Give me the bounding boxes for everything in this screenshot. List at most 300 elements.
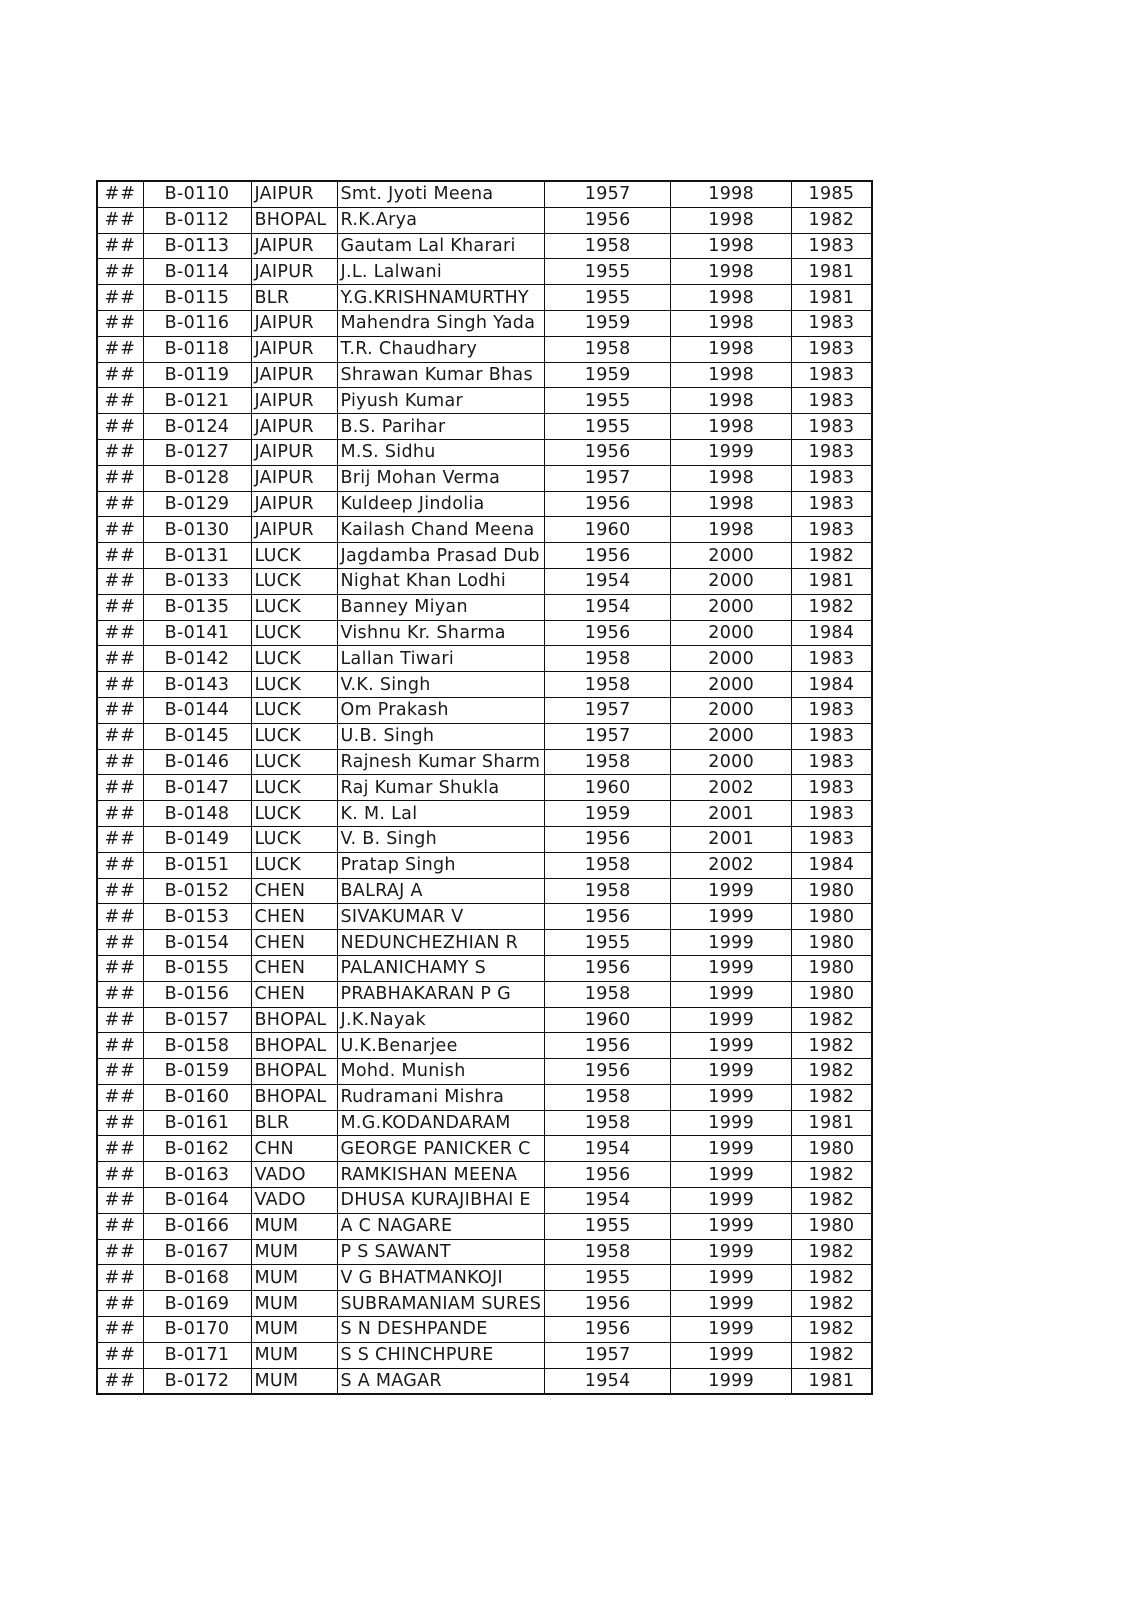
code-cell: B-0158 xyxy=(143,1033,251,1059)
table-row xyxy=(97,723,872,749)
code-cell: B-0163 xyxy=(143,1162,251,1188)
table-row xyxy=(97,1239,872,1265)
year-cell-1: 1954 xyxy=(545,1368,671,1394)
year-cell-3: 1981 xyxy=(792,285,872,311)
code-cell: B-0141 xyxy=(143,620,251,646)
name-cell: Om Prakash xyxy=(337,697,545,723)
code-cell: B-0151 xyxy=(143,852,251,878)
year-cell-1: 1958 xyxy=(545,336,671,362)
name-cell: SUBRAMANIAM SURES xyxy=(337,1291,545,1317)
city-cell: MUM xyxy=(251,1342,337,1368)
name-cell: J.K.Nayak xyxy=(337,1007,545,1033)
name-cell: S A MAGAR xyxy=(337,1368,545,1394)
name-cell: PALANICHAMY S xyxy=(337,955,545,981)
year-cell-1: 1958 xyxy=(545,981,671,1007)
year-cell-2: 2000 xyxy=(671,646,792,672)
code-cell: B-0154 xyxy=(143,930,251,956)
year-cell-2: 1998 xyxy=(671,336,792,362)
row-marker-cell: ## xyxy=(97,955,143,981)
row-marker-cell: ## xyxy=(97,1342,143,1368)
name-cell: Gautam Lal Kharari xyxy=(337,233,545,259)
city-cell: JAIPUR xyxy=(251,310,337,336)
year-cell-3: 1980 xyxy=(792,1213,872,1239)
table-row xyxy=(97,336,872,362)
year-cell-2: 1999 xyxy=(671,1136,792,1162)
row-marker-cell: ## xyxy=(97,646,143,672)
row-marker-cell: ## xyxy=(97,285,143,311)
year-cell-1: 1959 xyxy=(545,801,671,827)
table-row xyxy=(97,388,872,414)
row-marker-cell: ## xyxy=(97,362,143,388)
year-cell-3: 1983 xyxy=(792,439,872,465)
year-cell-1: 1956 xyxy=(545,620,671,646)
city-cell: CHEN xyxy=(251,955,337,981)
year-cell-3: 1983 xyxy=(792,388,872,414)
city-cell: LUCK xyxy=(251,568,337,594)
name-cell: M.S. Sidhu xyxy=(337,439,545,465)
table-row xyxy=(97,1007,872,1033)
row-marker-cell: ## xyxy=(97,1059,143,1085)
row-marker-cell: ## xyxy=(97,543,143,569)
row-marker-cell: ## xyxy=(97,1368,143,1394)
year-cell-1: 1956 xyxy=(545,1033,671,1059)
year-cell-3: 1982 xyxy=(792,207,872,233)
year-cell-3: 1985 xyxy=(792,181,872,207)
row-marker-cell: ## xyxy=(97,1084,143,1110)
row-marker-cell: ## xyxy=(97,491,143,517)
name-cell: A C NAGARE xyxy=(337,1213,545,1239)
table-row xyxy=(97,1059,872,1085)
table-row xyxy=(97,1368,872,1394)
name-cell: Vishnu Kr. Sharma xyxy=(337,620,545,646)
year-cell-3: 1983 xyxy=(792,801,872,827)
year-cell-3: 1981 xyxy=(792,1368,872,1394)
city-cell: JAIPUR xyxy=(251,362,337,388)
code-cell: B-0121 xyxy=(143,388,251,414)
city-cell: JAIPUR xyxy=(251,517,337,543)
year-cell-3: 1980 xyxy=(792,981,872,1007)
name-cell: Mohd. Munish xyxy=(337,1059,545,1085)
name-cell: V G BHATMANKOJI xyxy=(337,1265,545,1291)
year-cell-1: 1955 xyxy=(545,414,671,440)
code-cell: B-0166 xyxy=(143,1213,251,1239)
year-cell-3: 1980 xyxy=(792,904,872,930)
year-cell-2: 1998 xyxy=(671,207,792,233)
code-cell: B-0115 xyxy=(143,285,251,311)
row-marker-cell: ## xyxy=(97,1317,143,1343)
city-cell: JAIPUR xyxy=(251,465,337,491)
year-cell-2: 2001 xyxy=(671,826,792,852)
name-cell: T.R. Chaudhary xyxy=(337,336,545,362)
row-marker-cell: ## xyxy=(97,826,143,852)
row-marker-cell: ## xyxy=(97,930,143,956)
name-cell: B.S. Parihar xyxy=(337,414,545,440)
year-cell-3: 1982 xyxy=(792,594,872,620)
year-cell-2: 1998 xyxy=(671,362,792,388)
year-cell-1: 1956 xyxy=(545,1317,671,1343)
name-cell: Nighat Khan Lodhi xyxy=(337,568,545,594)
code-cell: B-0129 xyxy=(143,491,251,517)
code-cell: B-0116 xyxy=(143,310,251,336)
row-marker-cell: ## xyxy=(97,749,143,775)
year-cell-2: 1999 xyxy=(671,1317,792,1343)
city-cell: CHN xyxy=(251,1136,337,1162)
row-marker-cell: ## xyxy=(97,1213,143,1239)
code-cell: B-0113 xyxy=(143,233,251,259)
year-cell-1: 1956 xyxy=(545,826,671,852)
year-cell-3: 1980 xyxy=(792,878,872,904)
row-marker-cell: ## xyxy=(97,594,143,620)
year-cell-3: 1982 xyxy=(792,1188,872,1214)
year-cell-1: 1954 xyxy=(545,1136,671,1162)
year-cell-3: 1980 xyxy=(792,955,872,981)
code-cell: B-0114 xyxy=(143,259,251,285)
table-row xyxy=(97,697,872,723)
row-marker-cell: ## xyxy=(97,465,143,491)
year-cell-2: 1998 xyxy=(671,181,792,207)
year-cell-1: 1954 xyxy=(545,594,671,620)
city-cell: BHOPAL xyxy=(251,1084,337,1110)
table-row xyxy=(97,801,872,827)
year-cell-2: 2000 xyxy=(671,723,792,749)
year-cell-3: 1981 xyxy=(792,568,872,594)
table-row xyxy=(97,594,872,620)
year-cell-2: 2002 xyxy=(671,852,792,878)
year-cell-1: 1956 xyxy=(545,1291,671,1317)
row-marker-cell: ## xyxy=(97,439,143,465)
city-cell: LUCK xyxy=(251,594,337,620)
year-cell-1: 1955 xyxy=(545,285,671,311)
year-cell-2: 2000 xyxy=(671,568,792,594)
city-cell: JAIPUR xyxy=(251,181,337,207)
name-cell: Rajnesh Kumar Sharm xyxy=(337,749,545,775)
city-cell: LUCK xyxy=(251,697,337,723)
name-cell: PRABHAKARAN P G xyxy=(337,981,545,1007)
row-marker-cell: ## xyxy=(97,697,143,723)
name-cell: RAMKISHAN MEENA xyxy=(337,1162,545,1188)
table-body xyxy=(97,181,872,1394)
row-marker-cell: ## xyxy=(97,1265,143,1291)
year-cell-3: 1984 xyxy=(792,852,872,878)
year-cell-2: 1999 xyxy=(671,1059,792,1085)
code-cell: B-0142 xyxy=(143,646,251,672)
name-cell: Kailash Chand Meena xyxy=(337,517,545,543)
year-cell-1: 1959 xyxy=(545,362,671,388)
row-marker-cell: ## xyxy=(97,1110,143,1136)
row-marker-cell: ## xyxy=(97,414,143,440)
code-cell: B-0160 xyxy=(143,1084,251,1110)
city-cell: CHEN xyxy=(251,981,337,1007)
city-cell: BHOPAL xyxy=(251,1059,337,1085)
row-marker-cell: ## xyxy=(97,181,143,207)
table-row xyxy=(97,749,872,775)
year-cell-1: 1958 xyxy=(545,672,671,698)
name-cell: SIVAKUMAR V xyxy=(337,904,545,930)
year-cell-2: 2002 xyxy=(671,775,792,801)
city-cell: JAIPUR xyxy=(251,336,337,362)
year-cell-1: 1960 xyxy=(545,1007,671,1033)
year-cell-2: 1999 xyxy=(671,1084,792,1110)
year-cell-2: 2000 xyxy=(671,594,792,620)
year-cell-3: 1982 xyxy=(792,1317,872,1343)
table-row xyxy=(97,672,872,698)
name-cell: U.K.Benarjee xyxy=(337,1033,545,1059)
name-cell: Brij Mohan Verma xyxy=(337,465,545,491)
year-cell-3: 1982 xyxy=(792,543,872,569)
year-cell-1: 1955 xyxy=(545,388,671,414)
city-cell: JAIPUR xyxy=(251,259,337,285)
city-cell: BLR xyxy=(251,285,337,311)
year-cell-1: 1960 xyxy=(545,517,671,543)
code-cell: B-0145 xyxy=(143,723,251,749)
year-cell-3: 1983 xyxy=(792,517,872,543)
code-cell: B-0169 xyxy=(143,1291,251,1317)
code-cell: B-0162 xyxy=(143,1136,251,1162)
name-cell: K. M. Lal xyxy=(337,801,545,827)
table-row xyxy=(97,878,872,904)
code-cell: B-0124 xyxy=(143,414,251,440)
year-cell-2: 1999 xyxy=(671,930,792,956)
code-cell: B-0112 xyxy=(143,207,251,233)
row-marker-cell: ## xyxy=(97,723,143,749)
year-cell-2: 1999 xyxy=(671,1265,792,1291)
city-cell: VADO xyxy=(251,1162,337,1188)
name-cell: Smt. Jyoti Meena xyxy=(337,181,545,207)
city-cell: LUCK xyxy=(251,749,337,775)
row-marker-cell: ## xyxy=(97,336,143,362)
table-row xyxy=(97,310,872,336)
code-cell: B-0118 xyxy=(143,336,251,362)
city-cell: BHOPAL xyxy=(251,1007,337,1033)
city-cell: LUCK xyxy=(251,775,337,801)
table-row xyxy=(97,517,872,543)
year-cell-1: 1958 xyxy=(545,749,671,775)
table-row xyxy=(97,207,872,233)
year-cell-3: 1982 xyxy=(792,1239,872,1265)
city-cell: CHEN xyxy=(251,878,337,904)
year-cell-1: 1956 xyxy=(545,1059,671,1085)
year-cell-3: 1983 xyxy=(792,723,872,749)
city-cell: MUM xyxy=(251,1213,337,1239)
year-cell-3: 1983 xyxy=(792,362,872,388)
row-marker-cell: ## xyxy=(97,801,143,827)
table-row xyxy=(97,233,872,259)
table-row xyxy=(97,1136,872,1162)
year-cell-1: 1957 xyxy=(545,1342,671,1368)
year-cell-1: 1958 xyxy=(545,233,671,259)
table-row xyxy=(97,259,872,285)
name-cell: Raj Kumar Shukla xyxy=(337,775,545,801)
year-cell-1: 1957 xyxy=(545,697,671,723)
year-cell-3: 1983 xyxy=(792,310,872,336)
code-cell: B-0127 xyxy=(143,439,251,465)
table-row xyxy=(97,491,872,517)
table-row xyxy=(97,543,872,569)
table-row xyxy=(97,1162,872,1188)
table-row xyxy=(97,568,872,594)
name-cell: S S CHINCHPURE xyxy=(337,1342,545,1368)
code-cell: B-0172 xyxy=(143,1368,251,1394)
code-cell: B-0164 xyxy=(143,1188,251,1214)
year-cell-2: 1999 xyxy=(671,981,792,1007)
year-cell-3: 1982 xyxy=(792,1033,872,1059)
year-cell-3: 1982 xyxy=(792,1059,872,1085)
name-cell: GEORGE PANICKER C xyxy=(337,1136,545,1162)
name-cell: V. B. Singh xyxy=(337,826,545,852)
row-marker-cell: ## xyxy=(97,878,143,904)
year-cell-3: 1982 xyxy=(792,1265,872,1291)
year-cell-3: 1982 xyxy=(792,1291,872,1317)
city-cell: CHEN xyxy=(251,904,337,930)
year-cell-2: 2000 xyxy=(671,620,792,646)
name-cell: V.K. Singh xyxy=(337,672,545,698)
year-cell-2: 1998 xyxy=(671,414,792,440)
table-row xyxy=(97,646,872,672)
year-cell-3: 1983 xyxy=(792,826,872,852)
year-cell-2: 1998 xyxy=(671,310,792,336)
year-cell-2: 1998 xyxy=(671,517,792,543)
year-cell-1: 1955 xyxy=(545,1265,671,1291)
year-cell-2: 1998 xyxy=(671,285,792,311)
year-cell-2: 1999 xyxy=(671,1162,792,1188)
city-cell: LUCK xyxy=(251,672,337,698)
table-row xyxy=(97,826,872,852)
city-cell: VADO xyxy=(251,1188,337,1214)
city-cell: MUM xyxy=(251,1291,337,1317)
code-cell: B-0143 xyxy=(143,672,251,698)
table-row xyxy=(97,362,872,388)
year-cell-2: 1999 xyxy=(671,1342,792,1368)
city-cell: LUCK xyxy=(251,646,337,672)
code-cell: B-0171 xyxy=(143,1342,251,1368)
data-table xyxy=(96,180,873,1395)
city-cell: LUCK xyxy=(251,543,337,569)
name-cell: NEDUNCHEZHIAN R xyxy=(337,930,545,956)
name-cell: Shrawan Kumar Bhas xyxy=(337,362,545,388)
city-cell: JAIPUR xyxy=(251,491,337,517)
row-marker-cell: ## xyxy=(97,207,143,233)
name-cell: Y.G.KRISHNAMURTHY xyxy=(337,285,545,311)
row-marker-cell: ## xyxy=(97,1007,143,1033)
year-cell-1: 1956 xyxy=(545,439,671,465)
table-row xyxy=(97,1291,872,1317)
table-row xyxy=(97,1188,872,1214)
year-cell-2: 1999 xyxy=(671,1110,792,1136)
year-cell-1: 1957 xyxy=(545,181,671,207)
code-cell: B-0146 xyxy=(143,749,251,775)
table-row xyxy=(97,1342,872,1368)
name-cell: M.G.KODANDARAM xyxy=(337,1110,545,1136)
name-cell: J.L. Lalwani xyxy=(337,259,545,285)
code-cell: B-0130 xyxy=(143,517,251,543)
name-cell: Mahendra Singh Yada xyxy=(337,310,545,336)
year-cell-1: 1958 xyxy=(545,1239,671,1265)
year-cell-1: 1956 xyxy=(545,543,671,569)
name-cell: S N DESHPANDE xyxy=(337,1317,545,1343)
city-cell: LUCK xyxy=(251,852,337,878)
year-cell-3: 1983 xyxy=(792,697,872,723)
city-cell: BHOPAL xyxy=(251,207,337,233)
city-cell: JAIPUR xyxy=(251,414,337,440)
year-cell-1: 1956 xyxy=(545,1162,671,1188)
row-marker-cell: ## xyxy=(97,852,143,878)
row-marker-cell: ## xyxy=(97,1136,143,1162)
name-cell: P S SAWANT xyxy=(337,1239,545,1265)
name-cell: U.B. Singh xyxy=(337,723,545,749)
year-cell-3: 1981 xyxy=(792,1110,872,1136)
name-cell: BALRAJ A xyxy=(337,878,545,904)
year-cell-2: 1999 xyxy=(671,1007,792,1033)
city-cell: MUM xyxy=(251,1368,337,1394)
table-row xyxy=(97,981,872,1007)
table-row xyxy=(97,930,872,956)
code-cell: B-0168 xyxy=(143,1265,251,1291)
name-cell: Banney Miyan xyxy=(337,594,545,620)
year-cell-3: 1984 xyxy=(792,672,872,698)
code-cell: B-0153 xyxy=(143,904,251,930)
row-marker-cell: ## xyxy=(97,568,143,594)
code-cell: B-0157 xyxy=(143,1007,251,1033)
city-cell: LUCK xyxy=(251,723,337,749)
name-cell: DHUSA KURAJIBHAI E xyxy=(337,1188,545,1214)
year-cell-1: 1960 xyxy=(545,775,671,801)
table-row xyxy=(97,439,872,465)
year-cell-3: 1982 xyxy=(792,1342,872,1368)
city-cell: JAIPUR xyxy=(251,439,337,465)
code-cell: B-0131 xyxy=(143,543,251,569)
year-cell-2: 1998 xyxy=(671,259,792,285)
year-cell-2: 2000 xyxy=(671,749,792,775)
row-marker-cell: ## xyxy=(97,517,143,543)
table-row xyxy=(97,285,872,311)
table-row xyxy=(97,620,872,646)
year-cell-1: 1956 xyxy=(545,904,671,930)
code-cell: B-0147 xyxy=(143,775,251,801)
year-cell-1: 1958 xyxy=(545,646,671,672)
year-cell-2: 1998 xyxy=(671,465,792,491)
year-cell-1: 1954 xyxy=(545,568,671,594)
year-cell-1: 1957 xyxy=(545,723,671,749)
table-row xyxy=(97,181,872,207)
year-cell-2: 1999 xyxy=(671,904,792,930)
code-cell: B-0119 xyxy=(143,362,251,388)
year-cell-3: 1983 xyxy=(792,233,872,259)
name-cell: Lallan Tiwari xyxy=(337,646,545,672)
row-marker-cell: ## xyxy=(97,620,143,646)
row-marker-cell: ## xyxy=(97,1033,143,1059)
row-marker-cell: ## xyxy=(97,672,143,698)
code-cell: B-0149 xyxy=(143,826,251,852)
city-cell: MUM xyxy=(251,1239,337,1265)
name-cell: R.K.Arya xyxy=(337,207,545,233)
name-cell: Jagdamba Prasad Dub xyxy=(337,543,545,569)
year-cell-3: 1980 xyxy=(792,930,872,956)
code-cell: B-0167 xyxy=(143,1239,251,1265)
code-cell: B-0148 xyxy=(143,801,251,827)
year-cell-3: 1983 xyxy=(792,775,872,801)
city-cell: BHOPAL xyxy=(251,1033,337,1059)
year-cell-1: 1955 xyxy=(545,1213,671,1239)
table-row xyxy=(97,1213,872,1239)
year-cell-3: 1984 xyxy=(792,620,872,646)
year-cell-2: 1999 xyxy=(671,955,792,981)
year-cell-2: 1998 xyxy=(671,388,792,414)
table-row xyxy=(97,414,872,440)
year-cell-2: 2000 xyxy=(671,543,792,569)
year-cell-3: 1983 xyxy=(792,465,872,491)
row-marker-cell: ## xyxy=(97,388,143,414)
year-cell-2: 2000 xyxy=(671,672,792,698)
